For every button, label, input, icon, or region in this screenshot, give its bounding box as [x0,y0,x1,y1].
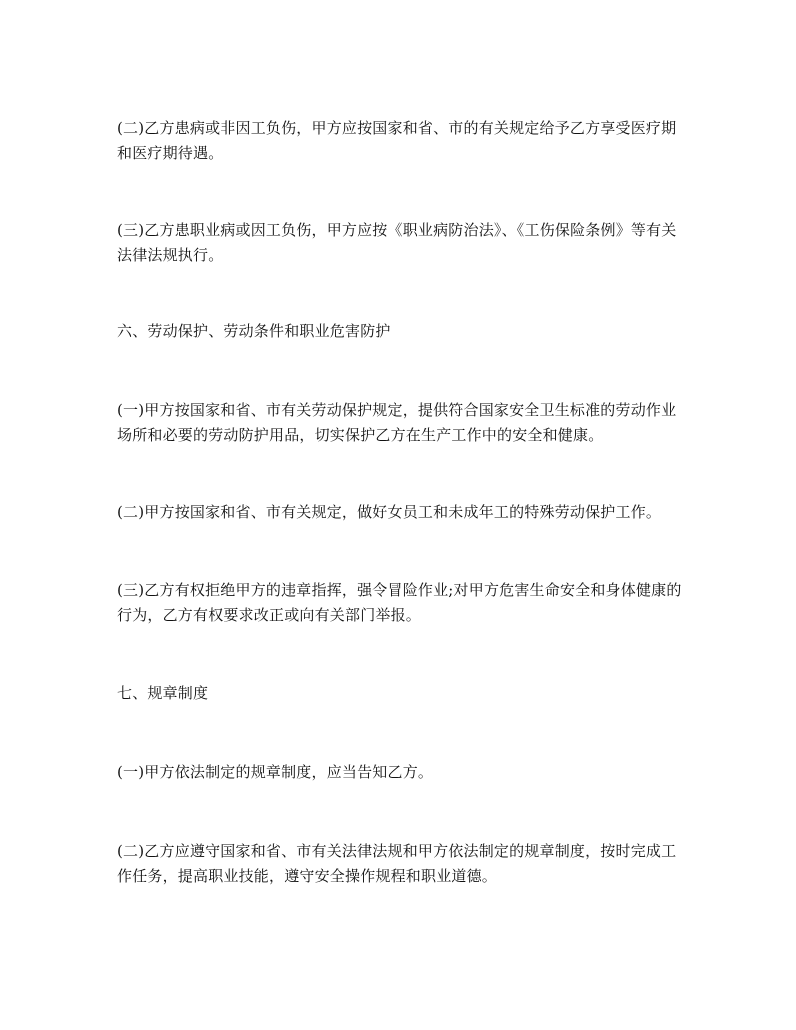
clause-special-protection: (二)甲方按国家和省、市有关规定，做好女员工和未成年工的特殊劳动保护工作。 [117,503,662,521]
clause-refuse-violations: (三)乙方有权拒绝甲方的违章指挥，强令冒险作业;对甲方危害生命安全和身体健康的行为，乙方有权要求改正或向有关部门举报。 [117,581,682,624]
clause-workplace-safety: (一)甲方按国家和省、市有关劳动保护规定，提供符合国家安全卫生标准的劳动作业场所和必要的劳动防护用品，切实保护乙方在生产工作中的安全和健康。 [117,401,677,444]
clause-medical-treatment-period: (二)乙方患病或非因工负伤，甲方应按国家和省、市的有关规定给予乙方享受医疗期和医疗期待遇。 [117,119,677,162]
section-heading-labor-protection: 六、劳动保护、劳动条件和职业危害防护 [117,322,391,340]
clause-rules-notice: (一)甲方依法制定的规章制度，应当告知乙方。 [117,763,434,781]
clause-occupational-disease: (三)乙方患职业病或因工负伤，甲方应按《职业病防治法》、《工伤保险条例》等有关法律法规执行。 [117,221,677,264]
section-heading-rules: 七、规章制度 [117,684,209,702]
clause-comply-rules: (二)乙方应遵守国家和省、市有关法律法规和甲方依法制定的规章制度，按时完成工作任务，提高职业技能，遵守安全操作规程和职业道德。 [117,842,677,885]
